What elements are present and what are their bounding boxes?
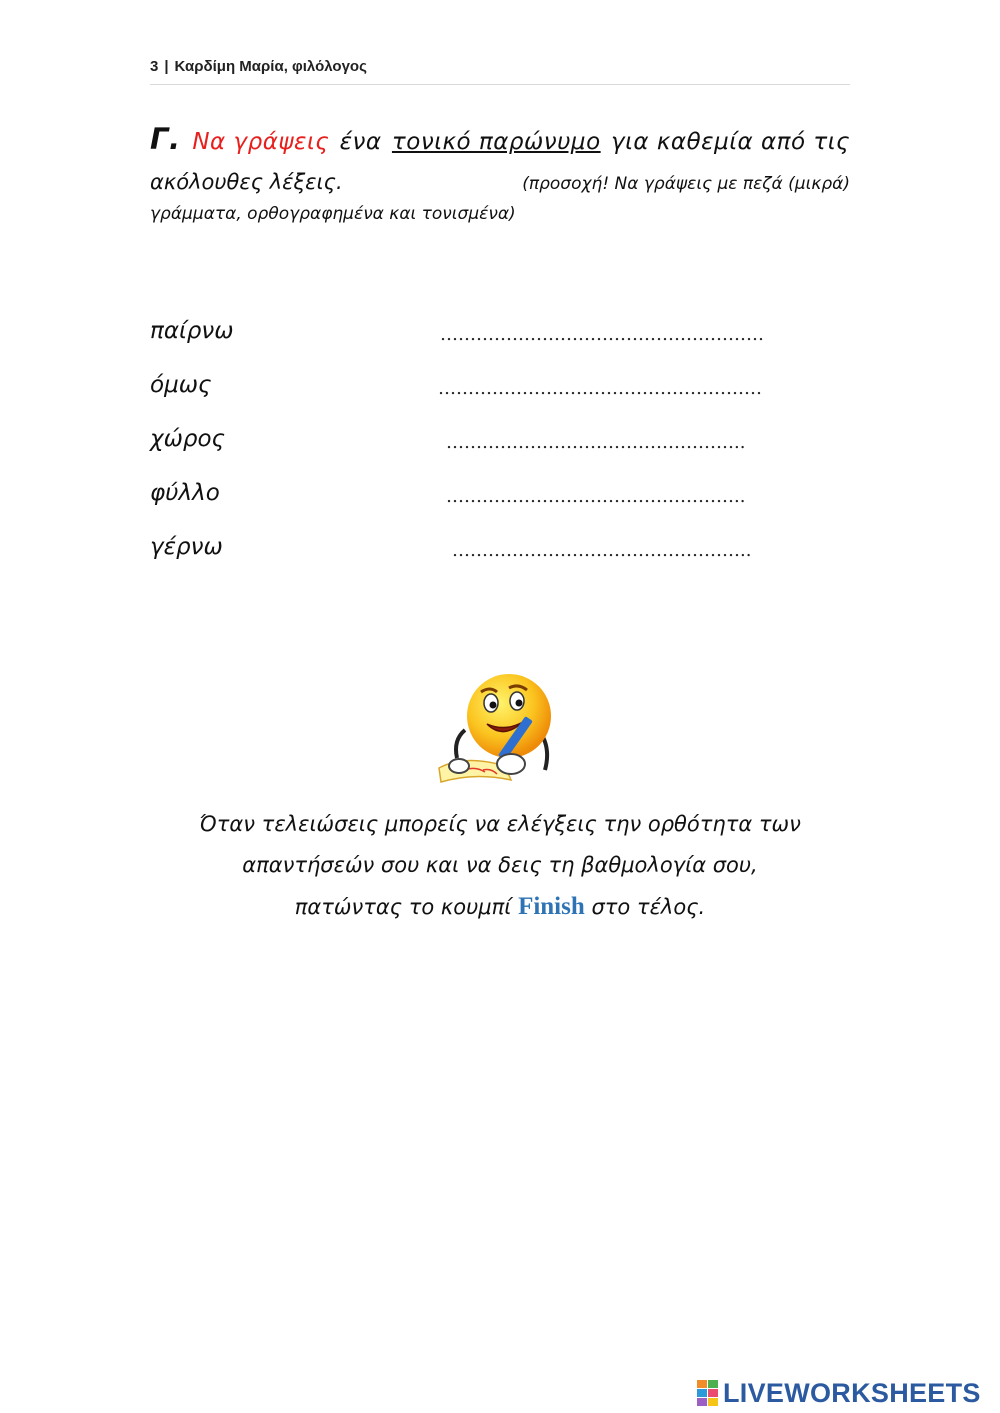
instruction-text-a: ένα xyxy=(339,129,382,155)
word-label: παίρνω xyxy=(150,318,234,344)
page-header xyxy=(150,58,850,85)
instruction-note-2: γράμματα, ορθογραφημένα και τονισμένα) xyxy=(150,204,516,224)
answer-blank[interactable]: ……………………………………………… xyxy=(438,378,762,399)
closing-message xyxy=(150,804,850,928)
liveworksheets-logo xyxy=(697,1378,981,1408)
exercise-instruction xyxy=(150,122,850,224)
answer-blank[interactable]: ………………………………………….. xyxy=(446,486,746,507)
closing-line-3 xyxy=(150,886,850,928)
instruction-verb: Να γράψεις xyxy=(192,129,330,155)
instruction-note-1: (προσοχή! Να γράψεις με πεζά (μικρά) xyxy=(522,174,850,194)
closing-line-3-a: πατώντας το κουμπί xyxy=(294,895,512,919)
word-label: χώρος xyxy=(150,426,226,452)
author-name: Καρδίμη Μαρία, φιλόλογος xyxy=(174,58,367,75)
liveworksheets-badge-icon xyxy=(697,1380,719,1406)
word-row xyxy=(150,372,850,426)
word-label: γέρνω xyxy=(150,534,223,560)
header-separator: | xyxy=(164,58,169,75)
instruction-text-c: ακόλουθες λέξεις. xyxy=(150,170,343,194)
closing-line-1: Όταν τελειώσεις μπορείς να ελέγξεις την ορθότητα των xyxy=(199,812,801,836)
instruction-underlined: τονικό παρώνυμο xyxy=(391,129,601,155)
instruction-text-b: για καθεμία από τις xyxy=(611,129,850,155)
instruction-line-1 xyxy=(150,122,850,156)
closing-line-2: απαντήσεών σου και να δεις τη βαθμολογία σου, xyxy=(242,853,758,877)
page-number: 3 xyxy=(150,58,159,75)
word-list xyxy=(150,318,850,588)
word-label: όμως xyxy=(150,372,212,398)
liveworksheets-text: LIVEWORKSHEETS xyxy=(723,1377,981,1408)
word-row xyxy=(150,480,850,534)
closing-line-3-b: στο τέλος. xyxy=(591,895,706,919)
instruction-line-2 xyxy=(150,170,850,194)
word-label: φύλλο xyxy=(150,480,220,506)
exercise-letter: Γ. xyxy=(150,122,181,156)
word-row xyxy=(150,534,850,588)
finish-word: Finish xyxy=(518,893,585,920)
answer-blank[interactable]: ………………………………………….. xyxy=(446,432,746,453)
word-row xyxy=(150,426,850,480)
answer-blank[interactable]: ……………………………………………… xyxy=(440,324,764,345)
writing-smiley-icon xyxy=(435,670,560,785)
word-row xyxy=(150,318,850,372)
answer-blank[interactable]: ………………………………………….. xyxy=(452,540,752,561)
